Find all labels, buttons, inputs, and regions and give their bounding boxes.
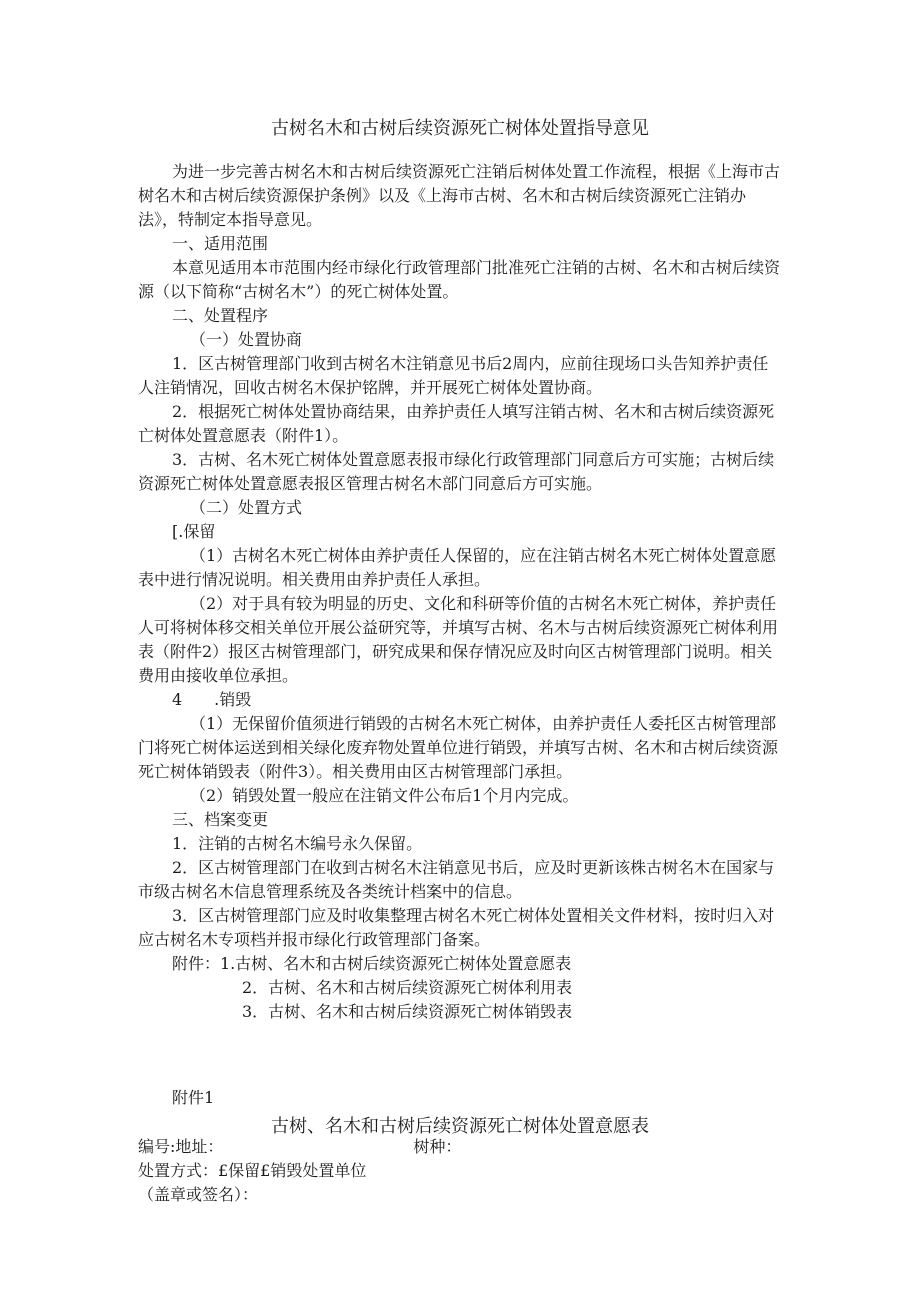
list-item: 2．根据死亡树体处置协商结果，由养护责任人填写注销古树、名木和古树后续资源死亡树体处置意愿表（附件1）。 xyxy=(138,402,775,445)
intro-paragraph: 为进一步完善古树名木和古树后续资源死亡注销后树体处置工作流程，根据《上海市古树名木和古树后续资源保护条例》以及《上海市古树、名木和古树后续资源死亡注销办法》，特制定本指导意见。 xyxy=(138,162,781,229)
paragraph: 本意见适用本市范围内经市绿化行政管理部门批准死亡注销的古树、名木和古树后续资源（以下简称“古树名木”）的死亡树体处置。 xyxy=(138,258,781,301)
list-item: （2）销毁处置一般应在注销文件公布后1个月内完成。 xyxy=(190,786,579,805)
list-item: 4 .销毁 xyxy=(172,690,252,709)
section-heading: 三、档案变更 xyxy=(172,810,269,829)
section-heading: 二、处置程序 xyxy=(172,306,269,325)
form-number-address: 编号:地址： xyxy=(138,1137,224,1156)
attachments-line-2: 2．古树、名木和古树后续资源死亡树体利用表 xyxy=(242,978,573,997)
form-title: 古树、名木和古树后续资源死亡树体处置意愿表 xyxy=(271,1116,649,1137)
subsection-heading: （一）处置协商 xyxy=(190,330,303,349)
list-item: （1）古树名木死亡树体由养护责任人保留的，应在注销古树名木死亡树体处置意愿表中进行情况说明。相关费用由养护责任人承担。 xyxy=(138,546,777,589)
list-item: 3．区古树管理部门应及时收集整理古树名木死亡树体处置相关文件材料，按时归入对应古树名木专项档并报市绿化行政管理部门备案。 xyxy=(138,906,775,949)
form-fields xyxy=(138,1135,783,1207)
form-species: 树种： xyxy=(413,1137,462,1156)
list-item: （2）对于具有较为明显的历史、文化和科研等价值的古树名木死亡树体，养护责任人可将树体移交相关单位开展公益研究等，并填写古树、名木与古树后续资源死亡树体利用表（附件2）报区古树管理部门，研究成果和保存情况应及时向区古树管理部门说明。相关费用由接收单位承担。 xyxy=(138,594,779,685)
attachments-line-1: 附件：1.古树、名木和古树后续资源死亡树体处置意愿表 xyxy=(172,954,572,973)
form-row-1 xyxy=(138,1135,783,1159)
list-item: [.保留 xyxy=(172,522,216,541)
list-item: 2．区古树管理部门在收到古树名木注销意见书后，应及时更新该株古树名木在国家与市级古树名木信息管理系统及各类统计档案中的信息。 xyxy=(138,858,775,901)
list-item: 1．注销的古树名木编号永久保留。 xyxy=(172,834,423,853)
form-seal-signature: （盖章或签名）： xyxy=(138,1185,259,1204)
form-disposal-method: 处置方式：£保留£销毁处置单位 xyxy=(138,1161,367,1180)
subsection-heading: （二）处置方式 xyxy=(190,498,303,517)
attachment-1-label: 附件1 xyxy=(172,1088,215,1107)
list-item: 3．古树、名木死亡树体处置意愿表报市绿化行政管理部门同意后方可实施；古树后续资源死亡树体处置意愿表报区管理古树名木部门同意后方可实施。 xyxy=(138,450,775,493)
section-heading: 一、适用范围 xyxy=(172,234,269,253)
attachments-line-3: 3．古树、名木和古树后续资源死亡树体销毁表 xyxy=(242,1002,573,1021)
document-title: 古树名木和古树后续资源死亡树体处置指导意见 xyxy=(271,118,649,139)
list-item: 1．区古树管理部门收到古树名木注销意见书后2周内，应前往现场口头告知养护责任人注销情况，回收古树名木保护铭牌，并开展死亡树体处置协商。 xyxy=(138,354,769,397)
list-item: （1）无保留价值须进行销毁的古树名木死亡树体，由养护责任人委托区古树管理部门将死亡树体运送到相关绿化废弃物处置单位进行销毁，并填写古树、名木和古树后续资源死亡树体销毁表（附件3）。相关费用由区古树管理部门承担。 xyxy=(138,714,779,781)
attachment-label xyxy=(138,1086,783,1110)
document-body xyxy=(138,160,783,1024)
